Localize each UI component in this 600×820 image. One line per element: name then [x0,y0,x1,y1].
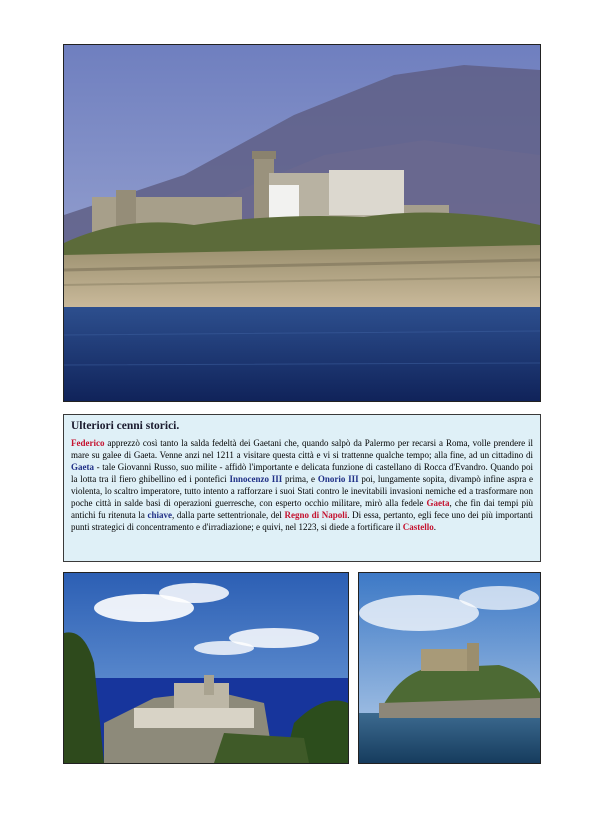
castle-promontory-image [64,45,540,401]
body-text: poi, lungamente sopita, divampò infine aspra e violenta, lo scaltro imperatore, tutto intento a rafforzare i suoi Stati contro le inevitabili invasioni nemiche ed a trasformare non poche città in salde basi di operazioni guerresche, con esperto occhio militare, mirò alla fedele [71,474,533,508]
body-text: . Di essa, pertanto, egli fece uno dei più importanti punti strategici di concentramento e d'irradiazione; e quivi, nel 1223, si diede a fortificare il [71,510,534,532]
historical-notes-box [63,414,541,562]
highlighted-term: Federico [71,438,105,448]
body-text: prima, e [282,474,318,484]
body-text: apprezzò così tanto la salda fedeltà dei Gaetani che, quando salpò da Palermo per recarsi a Roma, volle prendere il mare su galee di Gaeta. Venne anzi nel 1211 a visitare questa città e vi si trattenne qualche tempo; alla fine, ad un cittadino di [71,438,533,460]
body-text: . [433,522,437,532]
highlighted-term: chiave [147,510,172,520]
highlighted-term: Gaeta [426,498,450,508]
article-body [71,437,533,533]
highlighted-term: Onorio III [317,474,359,484]
body-text: , dalla parte settentrionale, del [171,510,285,520]
bottom-left-town-photo [63,572,349,764]
bottom-right-islet-photo [358,572,541,764]
highlighted-term: Castello [402,522,434,532]
body-text: , che fin dai tempi più antichi fu ritenuta la [71,498,533,520]
top-castle-photo [63,44,541,402]
town-castle-image [64,573,348,763]
article-title: Ulteriori cenni storici. [71,420,180,432]
islet-castle-image [359,573,540,763]
highlighted-term: Innocenzo III [229,474,283,484]
highlighted-term: Gaeta [71,462,94,472]
body-text: - tale Giovanni Russo, suo milite - affidò l'importante e delicata funzione di castellano di Rocca d'Evandro. Quando poi la lotta tra il fiero ghibellino ed i pontefici [71,462,533,484]
highlighted-term: Regno di Napoli [284,510,348,520]
